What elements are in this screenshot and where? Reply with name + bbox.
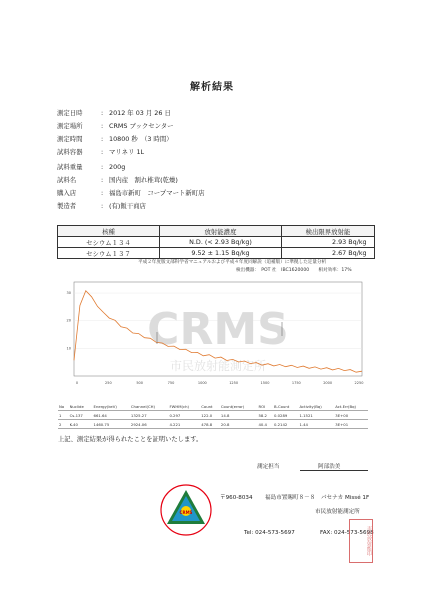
peak-table-cell: 1460.75 bbox=[93, 420, 130, 429]
cell-concentration: 9.52 ± 1.15 Bq/kg bbox=[160, 248, 282, 259]
x-tick-label: 1750 bbox=[291, 381, 301, 385]
peak-table-cell: 0.297 bbox=[168, 411, 200, 420]
peak-table-cell: 14.8 bbox=[220, 411, 258, 420]
page-title: 解析結果 bbox=[190, 82, 234, 93]
postal-code: 〒960-8034 bbox=[220, 495, 253, 501]
info-row-store: 購入店 : 福島市新町 コープマート新町店 bbox=[57, 189, 205, 197]
table-row bbox=[58, 248, 375, 259]
info-row-maker: 製造者 : (有)飯干商店 bbox=[57, 202, 146, 210]
fax: FAX: 024-573-5698 bbox=[320, 530, 374, 536]
x-tick-label: 250 bbox=[104, 381, 112, 385]
peak-table-cell: 1.44 bbox=[299, 420, 335, 429]
peak-table-header: B-Count bbox=[273, 402, 299, 411]
watermark: CRMS bbox=[147, 304, 289, 355]
cell-nuclide: セシウム１３４ bbox=[58, 237, 160, 248]
svg-text:CRMS: CRMS bbox=[179, 510, 193, 515]
peak-table-cell: 20.8 bbox=[220, 420, 258, 429]
cell-detection-limit: 2.67 Bq/kg bbox=[282, 248, 375, 259]
info-row-container: 試料容器 : マリネリ 1L bbox=[57, 148, 145, 156]
info-row-duration: 測定時間 : 10800 秒 （3 時間） bbox=[57, 135, 173, 143]
peak-table-cell: 1325.27 bbox=[130, 411, 169, 420]
peak-table-header: Act.Err(Bq) bbox=[334, 402, 368, 411]
peak-table-cell: Cs-137 bbox=[69, 411, 93, 420]
peak-table-header: Activity(Bq) bbox=[299, 402, 335, 411]
table-row bbox=[58, 237, 375, 248]
info-row-date: 測定日時 : 2012 年 03 月 26 日 bbox=[57, 109, 171, 117]
peak-table-cell: 1.1521 bbox=[299, 411, 335, 420]
signature-line bbox=[300, 470, 368, 471]
x-tick-label: 1500 bbox=[260, 381, 270, 385]
peak-table bbox=[58, 402, 368, 429]
peak-table-header: FWHM(ch) bbox=[168, 402, 200, 411]
address: 福島市置賜町８－８ パセナカ Missé 1F bbox=[265, 495, 370, 501]
x-tick-label: 2000 bbox=[323, 381, 333, 385]
peak-table-cell: K-40 bbox=[69, 420, 93, 429]
peak-table-header: ROI bbox=[258, 402, 273, 411]
table-row bbox=[58, 420, 368, 429]
signer-name: 阿部浩美 bbox=[318, 464, 341, 470]
peak-table-cell: 2924.06 bbox=[130, 420, 169, 429]
header-detection-limit: 検出限界放射能 bbox=[282, 226, 375, 237]
info-row-sample: 試料名 : 国内産 割れ椎茸(乾燥) bbox=[57, 176, 178, 184]
peak-table-cell: 58.2 bbox=[258, 411, 273, 420]
peak-table-header: Count(error) bbox=[220, 402, 258, 411]
x-tick-label: 0 bbox=[75, 381, 79, 385]
peak-table-header: Count bbox=[200, 402, 220, 411]
table-row bbox=[58, 411, 368, 420]
info-row-weight: 試料重量 : 200g bbox=[57, 163, 126, 171]
table-row bbox=[58, 402, 368, 411]
peak-table-cell: 478.8 bbox=[200, 420, 220, 429]
method-note: 平成２年度版文部科学省マニュアルおよび平成４年度同解説（追補版）に準拠した定量分析 bbox=[138, 260, 327, 265]
header-concentration: 放射能濃度 bbox=[160, 226, 282, 237]
peak-table-cell: 1 bbox=[58, 411, 69, 420]
peak-table-cell: 2 bbox=[58, 420, 69, 429]
signer-label: 測定担当 bbox=[257, 464, 280, 470]
cell-nuclide: セシウム１３７ bbox=[58, 248, 160, 259]
info-row-place: 測定場所 : CRMS ブックセンター bbox=[57, 122, 174, 130]
peak-table-cell: 122.0 bbox=[200, 411, 220, 420]
x-tick-label: 1250 bbox=[229, 381, 239, 385]
results-table bbox=[57, 225, 375, 259]
y-tick-label: 20 bbox=[66, 318, 71, 323]
x-tick-label: 500 bbox=[136, 381, 144, 385]
peak-table-header: No bbox=[58, 402, 69, 411]
x-tick-label: 750 bbox=[167, 381, 175, 385]
crms-logo bbox=[160, 484, 212, 536]
y-tick-label: 10 bbox=[66, 346, 71, 351]
watermark-subtitle: 市民放射能測定所 bbox=[169, 359, 267, 373]
cell-concentration: N.D. (< 2.93 Bq/kg) bbox=[160, 237, 282, 248]
organization-name: 市民放射能測定所 bbox=[315, 509, 360, 515]
x-tick-label: 1000 bbox=[197, 381, 207, 385]
x-tick-label: 2250 bbox=[354, 381, 364, 385]
peak-table-cell: 3E+00 bbox=[334, 411, 368, 420]
header-nuclide: 核種 bbox=[58, 226, 160, 237]
peak-table-cell: 661.64 bbox=[93, 411, 130, 420]
spectrum-chart bbox=[60, 280, 366, 394]
peak-table-cell: 0.0289 bbox=[273, 411, 299, 420]
peak-table-cell: 4.221 bbox=[168, 420, 200, 429]
peak-table-header: Channel(CH) bbox=[130, 402, 169, 411]
peak-table-cell: 0.2142 bbox=[273, 420, 299, 429]
instrument-note: 検出機器： POT 社 IBC1620000 相対効率：17% bbox=[236, 268, 352, 273]
peak-table-header: Energy(keV) bbox=[93, 402, 130, 411]
peak-table-cell: 3E+01 bbox=[334, 420, 368, 429]
cell-detection-limit: 2.93 Bq/kg bbox=[282, 237, 375, 248]
peak-table-cell: 40.4 bbox=[258, 420, 273, 429]
telephone: Tel: 024-573-5697 bbox=[244, 530, 295, 536]
peak-table-header: Nuclide bbox=[69, 402, 93, 411]
certification-text: 上記、測定結果が得られたことを証明いたします。 bbox=[58, 436, 203, 443]
y-tick-label: 30 bbox=[66, 291, 71, 296]
organization-stamp: 市民放射能印 bbox=[349, 519, 373, 563]
